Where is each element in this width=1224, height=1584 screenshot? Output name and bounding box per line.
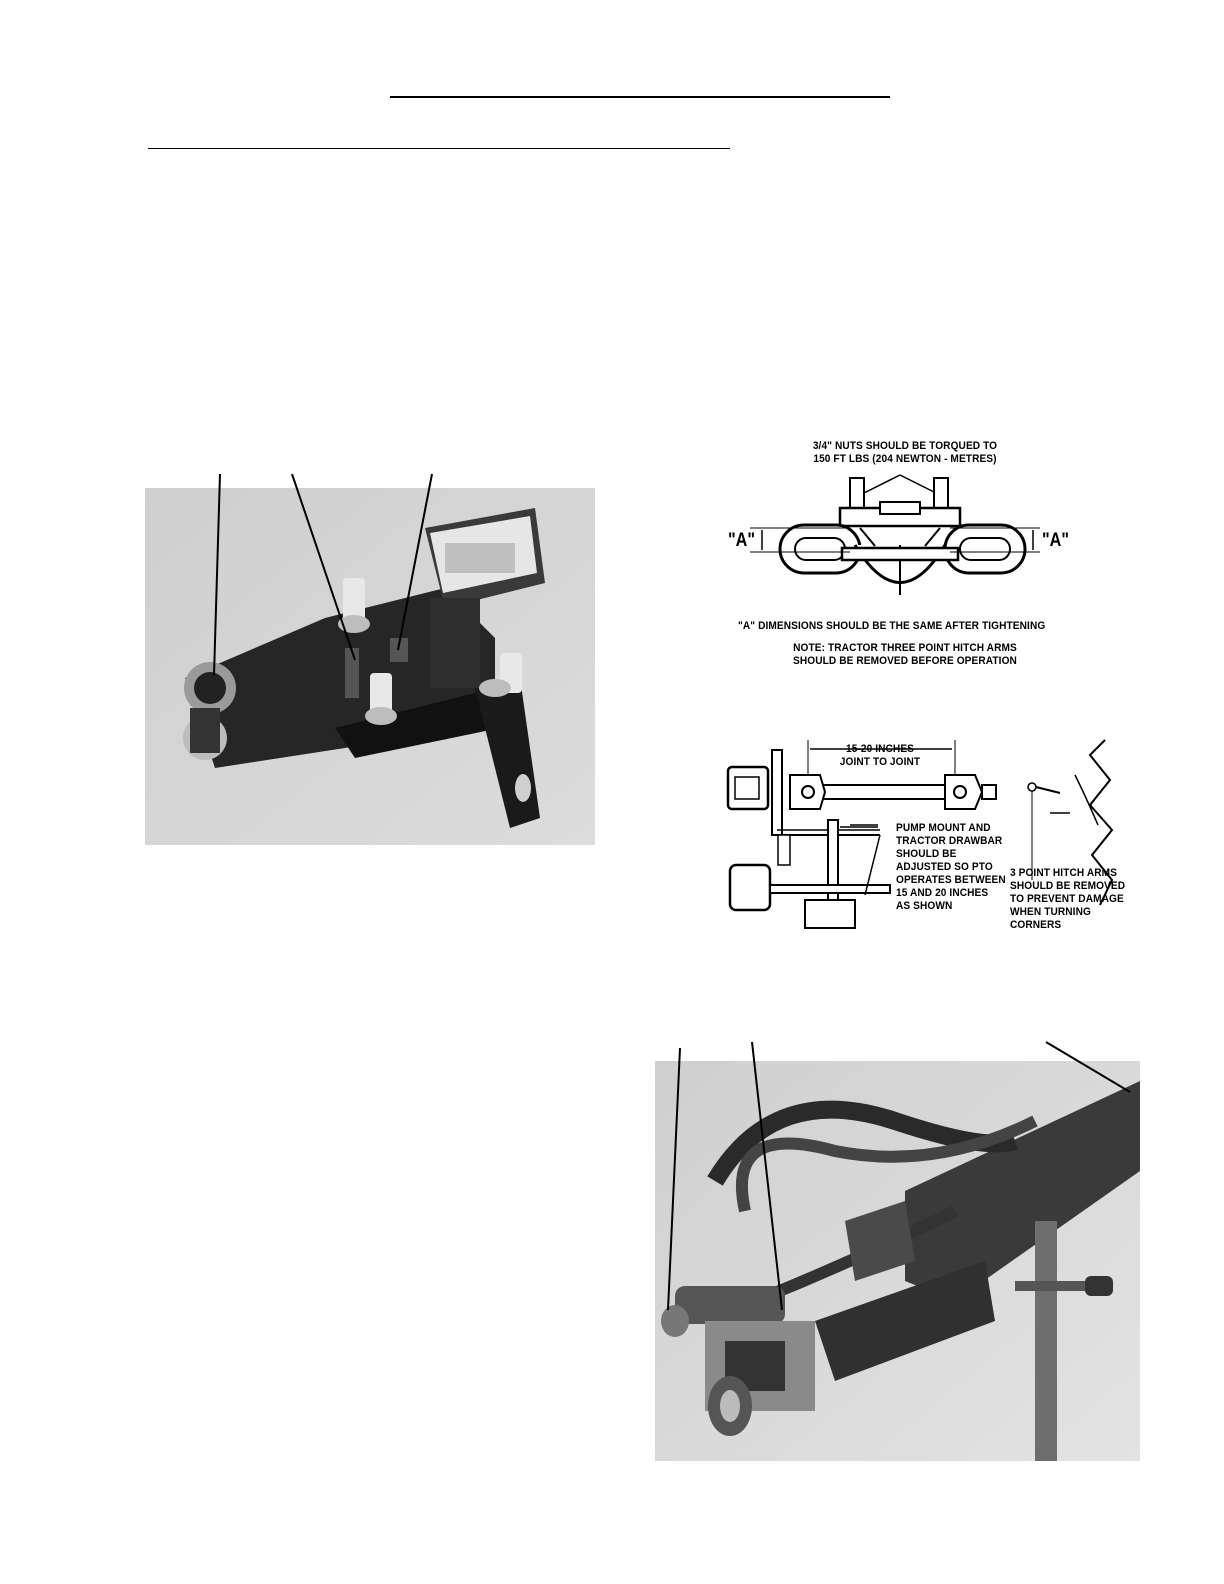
subtitle-underline [148,148,730,149]
pump-mount-photo [145,488,595,845]
dim-a-left: "A" [728,530,755,551]
torque-callout: 3/4" NUTS SHOULD BE TORQUED TO 150 FT LBS (204 NEWTON - METRES) [812,440,998,465]
torque-note-remove-arms: NOTE: TRACTOR THREE POINT HITCH ARMS SHOULD BE REMOVED BEFORE OPERATION [793,642,1017,667]
pto-span-label: 15-20 INCHES JOINT TO JOINT [839,743,921,768]
pto-diagram [720,735,1140,930]
pto-hitch-note: 3 POINT HITCH ARMS SHOULD BE REMOVED TO PREVENT DAMAGE WHEN TURNING CORNERS [1010,867,1126,931]
torque-note-dimensions: "A" DIMENSIONS SHOULD BE THE SAME AFTER TIGHTENING [738,620,1046,632]
pump-mount-photo-icon [145,488,595,845]
tractor-hookup-photo [655,1061,1140,1461]
dim-a-right: "A" [1042,530,1069,551]
title-underline [390,96,890,98]
tractor-hookup-photo-icon [655,1061,1140,1461]
pto-pump-note: PUMP MOUNT AND TRACTOR DRAWBAR SHOULD BE ADJUSTED SO PTO OPERATES BETWEEN 15 AND 20 INCHES AS SHOWN [896,822,1006,912]
torque-diagram [720,430,1100,680]
